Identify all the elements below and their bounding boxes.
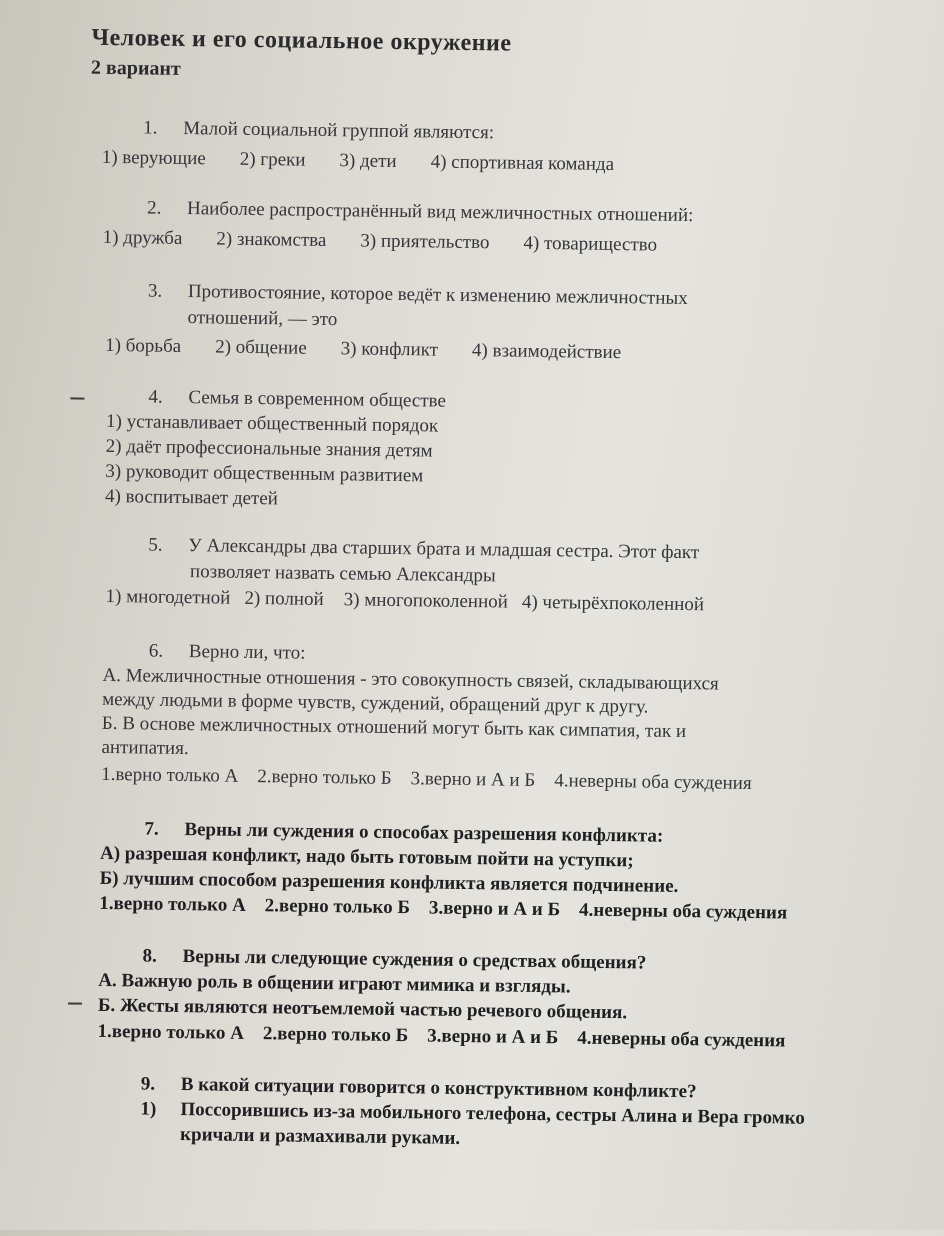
option: 3) дети: [339, 150, 397, 172]
option: 4) взаимодействие: [471, 340, 622, 364]
answer-options: 1.верно только А 2.верно только Б 3.верно и А и Б 4.неверны оба суждения: [97, 1020, 786, 1052]
statement: Б) лучшим способом разрешения конфликта является подчинение.: [99, 867, 679, 897]
question-number: 8.: [142, 945, 158, 967]
question-1: [143, 117, 494, 144]
question-text: Семья в современном обществе: [188, 387, 447, 412]
option: 3) приятельство: [360, 230, 490, 254]
question-text: Наиболее распространённый вид межличностных отношений:: [186, 198, 694, 227]
question-5-continuation: позволяет назвать семью Александры: [189, 561, 496, 587]
question-number: 6.: [148, 640, 164, 662]
option: 1) дружба: [102, 226, 183, 249]
option: 2) полной: [244, 587, 324, 610]
option: 3) конфликт: [340, 338, 439, 361]
sub-option-continuation: кричали и размахивали руками.: [179, 1124, 461, 1149]
option: 2) общение: [214, 336, 307, 359]
question-3-options: [105, 335, 655, 365]
question-5-options: [105, 586, 738, 617]
question-number: 7.: [144, 818, 159, 840]
question-8: [142, 945, 646, 974]
statement: А) разрешая конфликт, надо быть готовым пойти на уступки;: [99, 842, 634, 872]
answer-options: 1.верно только А 2.верно только Б 3.верно и А и Б 4.неверны оба суждения: [101, 763, 752, 794]
option: 4) воспитывает детей: [104, 485, 279, 510]
question-6: [149, 641, 306, 665]
statement: антипатия.: [101, 736, 189, 760]
option: 2) знакомства: [216, 228, 327, 251]
question-number: 3.: [147, 280, 163, 302]
option: 4) спортивная команда: [430, 151, 615, 175]
statement: А. Важную роль в общении играют мимика и взгляды.: [98, 969, 571, 998]
statement: между людьми в форме чувств, суждений, обращений друг к другу.: [102, 688, 649, 718]
option: 2) греки: [239, 148, 306, 171]
question-7: [144, 819, 663, 848]
question-text: Верны ли суждения о способах разрешения конфликта:: [184, 819, 664, 847]
option: 3) руководит общественным развитием: [105, 460, 424, 487]
question-3-continuation: отношений, — это: [187, 307, 338, 331]
option: 1) устанавливает общественный порядок: [105, 410, 439, 437]
question-number: 9.: [140, 1073, 156, 1095]
option: 4) четырёхпоколенной: [521, 591, 705, 616]
statement: Б. В основе межличностных отношений могут быть как симпатия, так и: [101, 712, 687, 743]
question-1-options: [102, 147, 649, 177]
option: 4) товарищество: [523, 232, 658, 256]
sub-option-text: Поссорившись из-за мобильного телефона, сестры Алина и Вера громко: [180, 1099, 805, 1129]
question-text: Верны ли следующие суждения о средствах общения?: [182, 946, 647, 974]
question-2-options: [102, 227, 691, 257]
question-number: 2.: [146, 197, 162, 219]
question-3: [148, 281, 688, 311]
pen-mark: [70, 397, 84, 399]
option: 3) многопоколенной: [343, 589, 509, 613]
question-2: [147, 197, 694, 227]
question-text: У Александры два старших брата и младшая сестра. Этот факт: [188, 535, 700, 564]
pen-mark: [68, 1002, 82, 1004]
sub-option-number: 1): [140, 1098, 157, 1120]
option: 2) даёт профессиональные знания детям: [105, 435, 433, 462]
question-4: [148, 387, 446, 413]
question-text: Противостояние, которое ведёт к изменению межличностных: [187, 281, 688, 310]
variant-label: 2 вариант: [90, 56, 181, 80]
question-text: В какой ситуации говорится о конструктивном конфликте?: [180, 1074, 697, 1103]
option: 1) борьба: [104, 334, 182, 357]
question-number: 1.: [143, 117, 158, 139]
question-text: Малой социальной группой являются:: [183, 117, 495, 144]
statement: А. Межличностные отношения - это совокупность связей, складывающихся: [102, 664, 719, 695]
answer-options: 1.верно только А 2.верно только Б 3.верно и А и Б 4.неверны оба суждения: [99, 892, 788, 924]
question-5: [148, 535, 699, 565]
option: 1) верующие: [101, 146, 206, 170]
page-title: Человек и его социальное окружение: [91, 24, 512, 57]
option: 1) многодетной: [105, 585, 231, 609]
question-number: 5.: [148, 534, 163, 556]
statement: Б. Жесты являются неотъемлемой частью речевого общения.: [97, 994, 628, 1024]
question-text: Верно ли, что:: [188, 641, 306, 664]
question-number: 4.: [148, 386, 163, 408]
